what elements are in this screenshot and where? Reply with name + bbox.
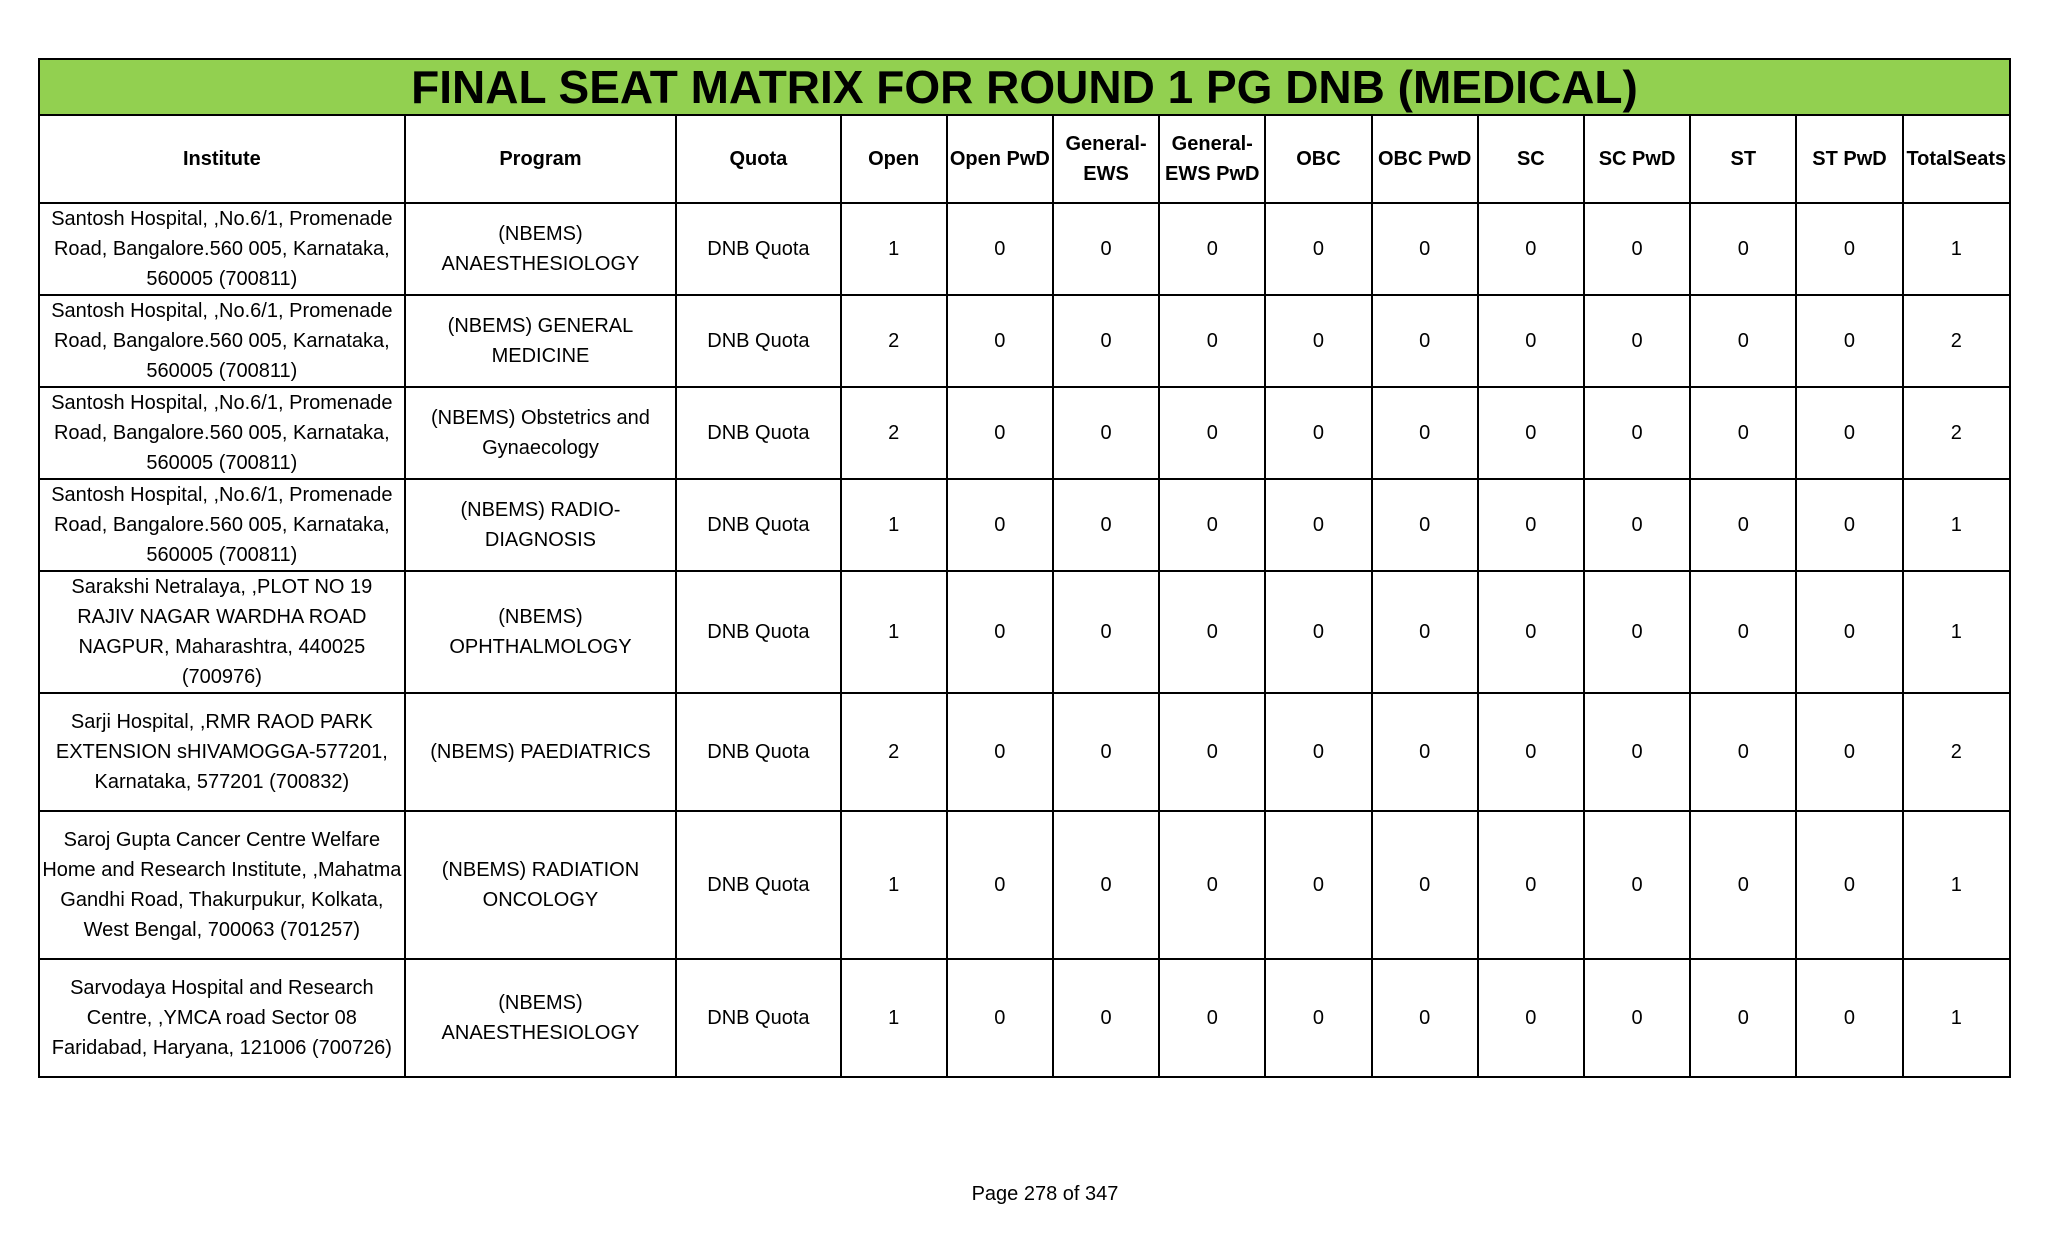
open-cell: 2: [841, 693, 947, 811]
open-cell: 1: [841, 203, 947, 295]
obc-pwd-cell: 0: [1372, 387, 1478, 479]
general-ews-pwd-cell: 0: [1159, 479, 1265, 571]
sc-pwd-cell: 0: [1584, 959, 1690, 1077]
page-title: FINAL SEAT MATRIX FOR ROUND 1 PG DNB (MEDICAL): [39, 59, 2010, 115]
sc-pwd-cell: 0: [1584, 387, 1690, 479]
total-seats-cell: 2: [1903, 387, 2010, 479]
quota-cell: DNB Quota: [676, 571, 840, 693]
sc-cell: 0: [1478, 693, 1584, 811]
obc-pwd-cell: 0: [1372, 295, 1478, 387]
general-ews-pwd-cell: 0: [1159, 203, 1265, 295]
obc-pwd-cell: 0: [1372, 479, 1478, 571]
open-pwd-cell: 0: [947, 387, 1053, 479]
institute-cell: Santosh Hospital, ,No.6/1, Promenade Road, Bangalore.560 005, Karnataka, 560005 (700811): [39, 387, 405, 479]
general-ews-cell: 0: [1053, 203, 1159, 295]
column-header: SC PwD: [1584, 115, 1690, 203]
table-row: [39, 811, 2010, 959]
sc-cell: 0: [1478, 959, 1584, 1077]
open-pwd-cell: 0: [947, 295, 1053, 387]
institute-cell: Saroj Gupta Cancer Centre Welfare Home and Research Institute, ,Mahatma Gandhi Road, Thakurpukur, Kolkata, West Bengal, 700063 (701257): [39, 811, 405, 959]
sc-cell: 0: [1478, 571, 1584, 693]
obc-cell: 0: [1265, 295, 1371, 387]
total-seats-cell: 1: [1903, 811, 2010, 959]
sc-cell: 0: [1478, 387, 1584, 479]
quota-cell: DNB Quota: [676, 387, 840, 479]
st-cell: 0: [1690, 203, 1796, 295]
obc-cell: 0: [1265, 959, 1371, 1077]
program-cell: (NBEMS) PAEDIATRICS: [405, 693, 677, 811]
program-cell: (NBEMS) GENERAL MEDICINE: [405, 295, 677, 387]
total-seats-cell: 1: [1903, 959, 2010, 1077]
institute-cell: Santosh Hospital, ,No.6/1, Promenade Road, Bangalore.560 005, Karnataka, 560005 (700811): [39, 295, 405, 387]
general-ews-cell: 0: [1053, 387, 1159, 479]
general-ews-pwd-cell: 0: [1159, 571, 1265, 693]
table-row: [39, 479, 2010, 571]
open-pwd-cell: 0: [947, 693, 1053, 811]
table-row: [39, 959, 2010, 1077]
obc-cell: 0: [1265, 811, 1371, 959]
obc-cell: 0: [1265, 387, 1371, 479]
program-cell: (NBEMS) RADIO-DIAGNOSIS: [405, 479, 677, 571]
sc-pwd-cell: 0: [1584, 479, 1690, 571]
table-row: [39, 295, 2010, 387]
open-cell: 1: [841, 959, 947, 1077]
column-header: General-EWS PwD: [1159, 115, 1265, 203]
st-cell: 0: [1690, 693, 1796, 811]
program-cell: (NBEMS) ANAESTHESIOLOGY: [405, 959, 677, 1077]
st-cell: 0: [1690, 387, 1796, 479]
seat-matrix-table: [38, 58, 2011, 1078]
general-ews-pwd-cell: 0: [1159, 959, 1265, 1077]
sc-cell: 0: [1478, 811, 1584, 959]
obc-cell: 0: [1265, 571, 1371, 693]
open-cell: 2: [841, 295, 947, 387]
st-pwd-cell: 0: [1796, 387, 1902, 479]
total-seats-cell: 2: [1903, 693, 2010, 811]
general-ews-cell: 0: [1053, 959, 1159, 1077]
sc-cell: 0: [1478, 479, 1584, 571]
column-header: ST PwD: [1796, 115, 1902, 203]
sc-pwd-cell: 0: [1584, 811, 1690, 959]
st-cell: 0: [1690, 811, 1796, 959]
open-pwd-cell: 0: [947, 479, 1053, 571]
open-pwd-cell: 0: [947, 203, 1053, 295]
open-cell: 1: [841, 571, 947, 693]
open-cell: 2: [841, 387, 947, 479]
open-cell: 1: [841, 479, 947, 571]
sc-pwd-cell: 0: [1584, 693, 1690, 811]
st-pwd-cell: 0: [1796, 295, 1902, 387]
column-header: ST: [1690, 115, 1796, 203]
st-pwd-cell: 0: [1796, 479, 1902, 571]
obc-cell: 0: [1265, 479, 1371, 571]
general-ews-cell: 0: [1053, 479, 1159, 571]
open-pwd-cell: 0: [947, 571, 1053, 693]
general-ews-pwd-cell: 0: [1159, 295, 1265, 387]
obc-pwd-cell: 0: [1372, 203, 1478, 295]
obc-pwd-cell: 0: [1372, 959, 1478, 1077]
st-pwd-cell: 0: [1796, 571, 1902, 693]
st-cell: 0: [1690, 959, 1796, 1077]
table-body: [39, 203, 2010, 1077]
total-seats-cell: 1: [1903, 203, 2010, 295]
obc-pwd-cell: 0: [1372, 693, 1478, 811]
quota-cell: DNB Quota: [676, 295, 840, 387]
column-header: OBC PwD: [1372, 115, 1478, 203]
table-row: [39, 387, 2010, 479]
open-pwd-cell: 0: [947, 811, 1053, 959]
institute-cell: Santosh Hospital, ,No.6/1, Promenade Road, Bangalore.560 005, Karnataka, 560005 (700811): [39, 479, 405, 571]
obc-cell: 0: [1265, 693, 1371, 811]
sc-cell: 0: [1478, 295, 1584, 387]
header-row: [39, 115, 2010, 203]
sc-cell: 0: [1478, 203, 1584, 295]
program-cell: (NBEMS) OPHTHALMOLOGY: [405, 571, 677, 693]
st-pwd-cell: 0: [1796, 693, 1902, 811]
st-cell: 0: [1690, 571, 1796, 693]
column-header: Program: [405, 115, 677, 203]
quota-cell: DNB Quota: [676, 479, 840, 571]
st-cell: 0: [1690, 479, 1796, 571]
institute-cell: Sarji Hospital, ,RMR RAOD PARK EXTENSION sHIVAMOGGA-577201, Karnataka, 577201 (700832): [39, 693, 405, 811]
column-header: OBC: [1265, 115, 1371, 203]
table-row: [39, 693, 2010, 811]
sc-pwd-cell: 0: [1584, 571, 1690, 693]
st-pwd-cell: 0: [1796, 959, 1902, 1077]
total-seats-cell: 2: [1903, 295, 2010, 387]
page-number: Page 278 of 347: [971, 1183, 1119, 1205]
obc-pwd-cell: 0: [1372, 811, 1478, 959]
st-cell: 0: [1690, 295, 1796, 387]
total-seats-cell: 1: [1903, 479, 2010, 571]
column-header: SC: [1478, 115, 1584, 203]
total-seats-cell: 1: [1903, 571, 2010, 693]
st-pwd-cell: 0: [1796, 203, 1902, 295]
general-ews-cell: 0: [1053, 295, 1159, 387]
general-ews-cell: 0: [1053, 571, 1159, 693]
general-ews-pwd-cell: 0: [1159, 811, 1265, 959]
st-pwd-cell: 0: [1796, 811, 1902, 959]
institute-cell: Sarakshi Netralaya, ,PLOT NO 19 RAJIV NAGAR WARDHA ROAD NAGPUR, Maharashtra, 440025 (700976): [39, 571, 405, 693]
program-cell: (NBEMS) RADIATION ONCOLOGY: [405, 811, 677, 959]
column-header: Open PwD: [947, 115, 1053, 203]
obc-pwd-cell: 0: [1372, 571, 1478, 693]
sc-pwd-cell: 0: [1584, 203, 1690, 295]
quota-cell: DNB Quota: [676, 203, 840, 295]
obc-cell: 0: [1265, 203, 1371, 295]
column-header: General-EWS: [1053, 115, 1159, 203]
program-cell: (NBEMS) Obstetrics and Gynaecology: [405, 387, 677, 479]
quota-cell: DNB Quota: [676, 959, 840, 1077]
general-ews-cell: 0: [1053, 693, 1159, 811]
open-pwd-cell: 0: [947, 959, 1053, 1077]
general-ews-pwd-cell: 0: [1159, 693, 1265, 811]
sc-pwd-cell: 0: [1584, 295, 1690, 387]
table-row: [39, 203, 2010, 295]
program-cell: (NBEMS) ANAESTHESIOLOGY: [405, 203, 677, 295]
institute-cell: Sarvodaya Hospital and Research Centre, ,YMCA road Sector 08 Faridabad, Haryana, 121006 (700726): [39, 959, 405, 1077]
general-ews-cell: 0: [1053, 811, 1159, 959]
quota-cell: DNB Quota: [676, 693, 840, 811]
quota-cell: DNB Quota: [676, 811, 840, 959]
column-header: Open: [841, 115, 947, 203]
column-header: TotalSeats: [1903, 115, 2010, 203]
institute-cell: Santosh Hospital, ,No.6/1, Promenade Road, Bangalore.560 005, Karnataka, 560005 (700811): [39, 203, 405, 295]
column-header: Institute: [39, 115, 405, 203]
open-cell: 1: [841, 811, 947, 959]
table-row: [39, 571, 2010, 693]
general-ews-pwd-cell: 0: [1159, 387, 1265, 479]
column-header: Quota: [676, 115, 840, 203]
